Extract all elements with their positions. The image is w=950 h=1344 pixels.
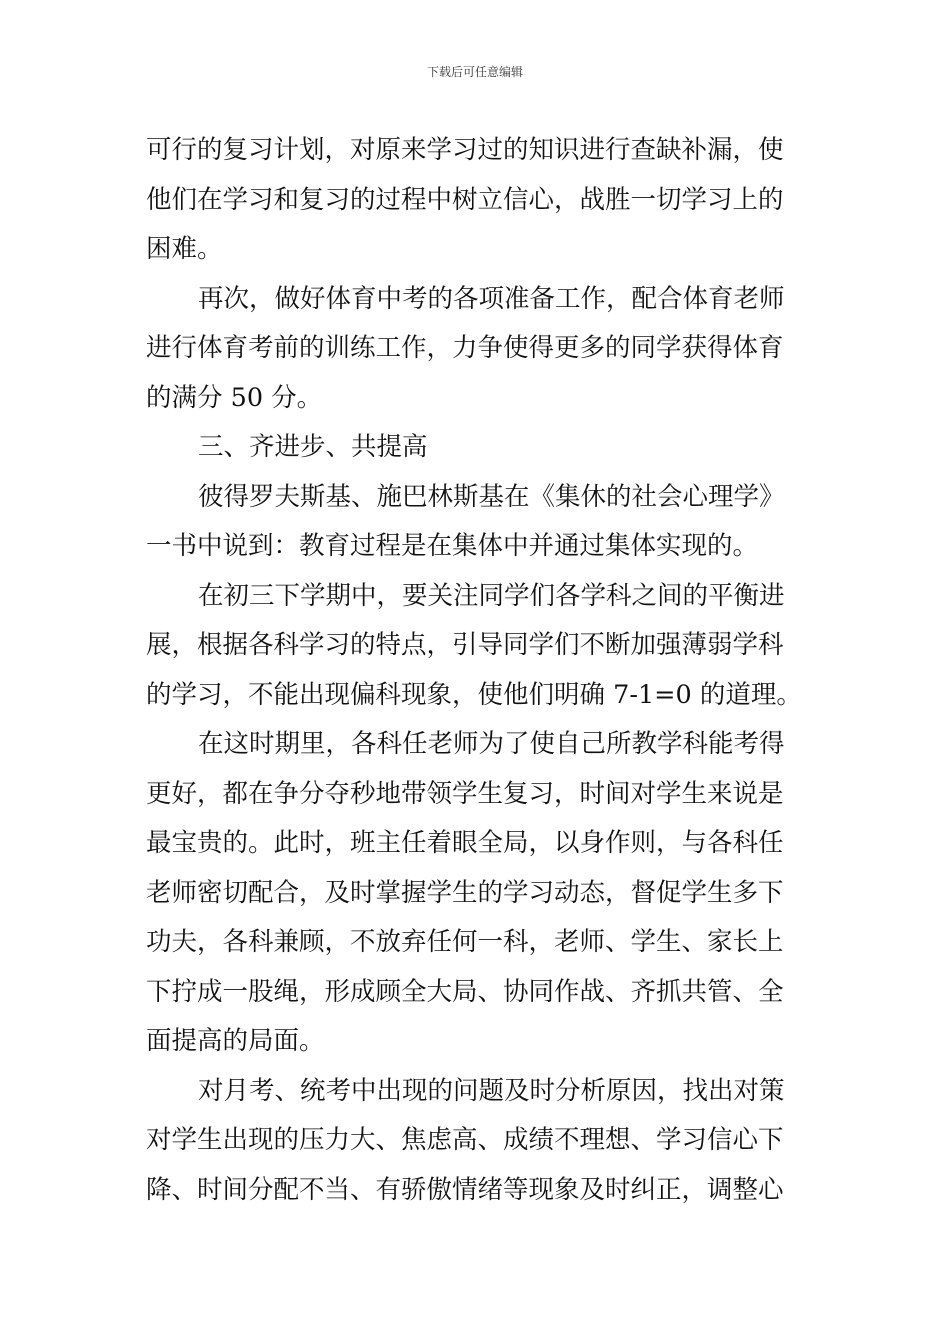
document-body <box>146 126 806 1215</box>
text-line: 彼得罗夫斯基、施巴林斯基在《集休的社会心理学》 <box>198 481 785 512</box>
page-header-note: 下载后可任意编辑 <box>426 65 523 79</box>
text-line: 最宝贵的。此时，班主任着眼全局，以身作则，与各科任 <box>146 828 784 858</box>
text-line: 更好，都在争分夺秒地带领学生复习，时间对学生来说是 <box>146 778 784 809</box>
text-line: 降、时间分配不当、有骄傲情绪等现象及时纠正，调整心 <box>146 1174 784 1205</box>
text-line: 一书中说到：教育过程是在集体中并通过集体实现的。 <box>146 531 759 561</box>
text-line: 对月考、统考中出现的问题及时分析原因，找出对策 <box>198 1075 785 1106</box>
text-line: 下拧成一股绳，形成顾全大局、协同作战、齐抓共管、全 <box>146 976 784 1007</box>
text-line: 面提高的局面。 <box>146 1026 325 1056</box>
text-line: 在这时期里，各科任老师为了使自己所教学科能考得 <box>198 729 785 759</box>
text-line: 可行的复习计划，对原来学习过的知识进行查缺补漏，使 <box>146 135 784 165</box>
text-line: 困难。 <box>146 234 223 264</box>
text-line: 功夫，各科兼顾，不放弃任何一科，老师、学生、家长上 <box>146 927 784 957</box>
text-line: 展，根据各科学习的特点，引导同学们不断加强薄弱学科 <box>146 630 784 660</box>
text-line: 他们在学习和复习的过程中树立信心，战胜一切学习上的 <box>146 184 784 215</box>
text-line: 的学习，不能出现偏科现象，使他们明确 7-1=0 的道理。 <box>146 679 802 710</box>
text-line: 老师密切配合，及时掌握学生的学习动态，督促学生多下 <box>146 877 784 908</box>
text-line: 再次，做好体育中考的各项准备工作，配合体育老师 <box>198 283 785 314</box>
section-heading: 三、齐进步、共提高 <box>198 432 428 462</box>
text-line: 的满分 50 分。 <box>146 382 323 413</box>
text-line: 对学生出现的压力大、焦虑高、成绩不理想、学习信心下 <box>146 1125 784 1155</box>
text-line: 进行体育考前的训练工作，力争使得更多的同学获得体育 <box>146 333 784 363</box>
text-line: 在初三下学期中，要关注同学们各学科之间的平衡进 <box>198 580 785 611</box>
